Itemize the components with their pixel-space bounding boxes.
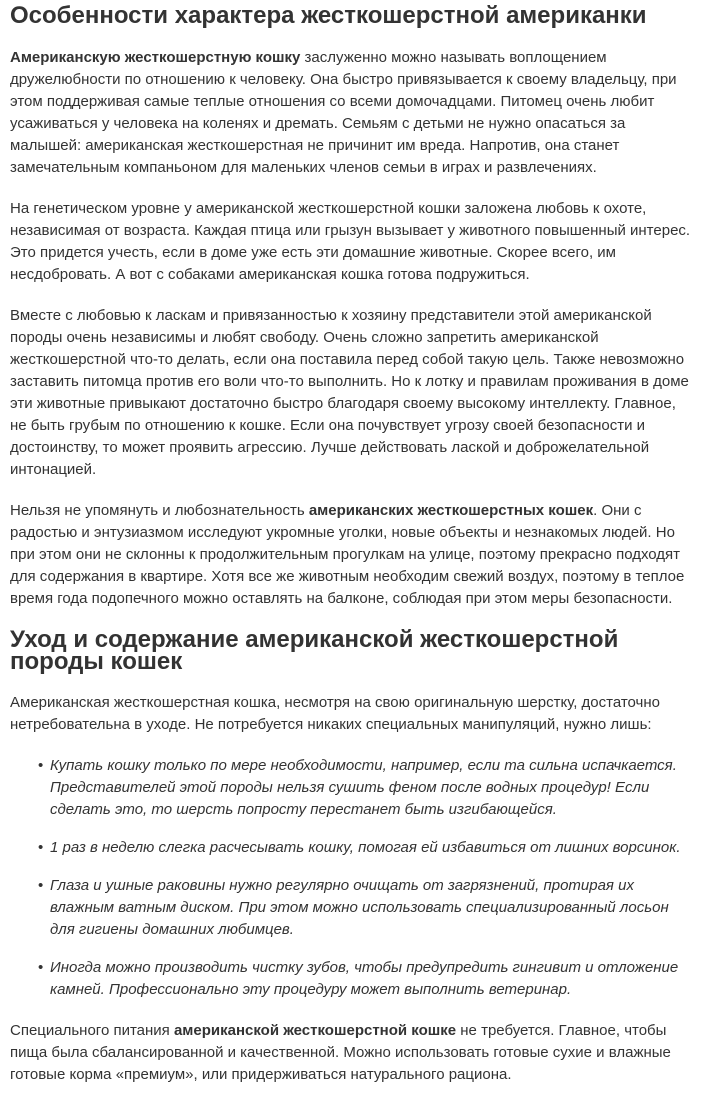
- list-item-text: Глаза и ушные раковины нужно регулярно очищать от загрязнений, протирая их влажным ватным диском. При этом можно использовать специализированный лосьон для гигиены домашних любимцев.: [50, 877, 669, 938]
- paragraph-text: не требуется. Главное, чтобы пища была сбалансированной и качественной. Можно использовать готовые сухие и влажные готовые корма «премиум», или придерживаться натурального рациона.: [10, 1022, 671, 1083]
- paragraph-text: Нельзя не упомянуть и любознательность: [10, 502, 309, 519]
- list-item-text: 1 раз в неделю слегка расчесывать кошку, помогая ей избавиться от лишних ворсинок.: [50, 839, 681, 856]
- paragraph-care-intro: Американская жесткошерстная кошка, несмотря на свою оригинальную шерстку, достаточно нетребовательна в уходе. Не потребуется никаких специальных манипуляций, нужно лишь:: [10, 694, 660, 733]
- list-item: [38, 837, 694, 859]
- paragraph-text: заслуженно можно называть воплощением дружелюбности по отношению к человеку. Она быстро привязывается к своему владельцу, при этом поддерживая самые теплые отношения со всеми домочадцами. Питомец очень любит усаживаться у человека на коленях и дремать. Семьям с детьми не нужно опасаться за малышей: американская жесткошерстная не причинит им вреда. Напротив, она станет замечательным компаньоном для маленьких членов семьи в играх и развлечениях.: [10, 49, 677, 176]
- list-item: [38, 755, 694, 821]
- list-item: [38, 875, 694, 941]
- bullet-icon: •: [38, 839, 44, 856]
- paragraph-nutrition: [10, 1020, 694, 1086]
- bold-phrase: американской жесткошерстной кошке: [173, 1022, 457, 1039]
- paragraph-text: Специального питания: [10, 1022, 174, 1039]
- list-item: [38, 957, 694, 1001]
- paragraph-text: . Они с радостью и энтузиазмом исследуют укромные уголки, новые объекты и незнакомых людей. Но при этом они не склонны к продолжительным прогулкам на улице, поэтому прекрасно подходят для содержания в квартире. Хотя все же животным необходим свежий воздух, поэтому в теплое время года подопечного можно оставлять на балконе, соблюдая при этом меры безопасности.: [10, 502, 685, 607]
- section-heading-care: Уход и содержание американской жесткошерстной породы кошек: [10, 626, 619, 675]
- paragraph-curiosity: [10, 500, 694, 610]
- bold-phrase: американских жесткошерстных кошек: [308, 502, 594, 519]
- bullet-icon: •: [38, 877, 44, 894]
- care-list: [10, 755, 694, 1001]
- list-item-text: Купать кошку только по мере необходимости, например, если та сильна испачкается. Представителей этой породы нельзя сушить феном после водных процедур! Если сделать это, то шерсть попросту перестанет быть изгибающейся.: [50, 757, 677, 818]
- section-heading-character: Особенности характера жесткошерстной американки: [10, 2, 647, 29]
- bullet-icon: •: [38, 959, 44, 976]
- bold-lead: Американскую жесткошерстную кошку: [10, 49, 301, 66]
- paragraph-independence: Вместе с любовью к ласкам и привязанностью к хозяину представители этой американской породы очень независимы и любят свободу. Очень сложно запретить американской жесткошерстной что-то делать, если она поставила перед собой такую цель. Также невозможно заставить питомца против его воли что-то выполнить. Но к лотку и правилам проживания в доме эти животные привыкают достаточно быстро благодаря своему высокому интеллекту. Главное, не быть грубым по отношению к кошке. Если она почувствует угрозу своей безопасности и достоинству, то может проявить агрессию. Лучше действовать лаской и доброжелательной интонацией.: [10, 307, 689, 478]
- paragraph-hunting: На генетическом уровне у американской жесткошерстной кошки заложена любовь к охоте, независимая от возраста. Каждая птица или грызун вызывает у животного повышенный интерес. Это придется учесть, если в доме уже есть эти домашние животные. Скорее всего, им несдобровать. А вот с собаками американская кошка готова подружиться.: [10, 200, 691, 283]
- list-item-text: Иногда можно производить чистку зубов, чтобы предупредить гингивит и отложение камней. Профессионально эту процедуру может выполнить ветеринар.: [50, 959, 679, 998]
- paragraph-friendliness: [10, 47, 694, 179]
- bullet-icon: •: [38, 757, 44, 774]
